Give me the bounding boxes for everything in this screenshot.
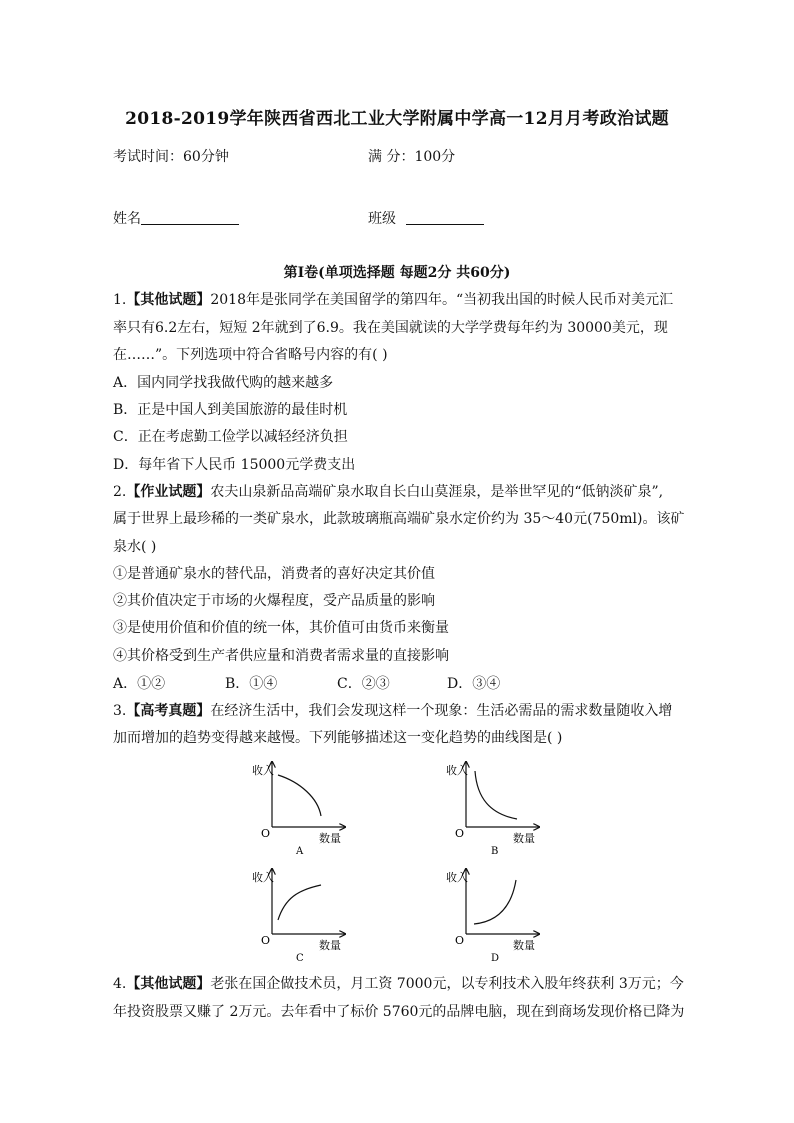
graph-a-xlabel: 数量	[319, 832, 341, 845]
q2-number: 2.	[113, 484, 127, 500]
q1-text-1: 2018年是张同学在美国留学的第四年。“当初我出国的时候人民币对美元汇	[210, 292, 674, 308]
q4-line-1	[113, 973, 684, 993]
graph-d-ylabel: 收入	[446, 871, 468, 884]
graph-b-label: B	[491, 846, 499, 857]
q2-text-1: 农夫山泉新品高端矿泉水取自长白山莫涯泉，是举世罕见的“低钠淡矿泉”,	[210, 484, 664, 500]
graph-a-label: A	[296, 846, 304, 857]
q2-line-2: 属于世界上最珍稀的一类矿泉水，此款玻璃瓶高端矿泉水定价约为 35～40元(750ml)。该矿	[113, 511, 685, 527]
full-score: 满 分：100分	[368, 149, 456, 165]
q1-line-3: 在……”。下列选项中符合省略号内容的有( )	[113, 347, 388, 363]
graph-d-label: D	[491, 953, 500, 964]
graph-c-xlabel: 数量	[319, 939, 341, 952]
q2-option-a: A．①②	[113, 676, 166, 692]
q1-option-c: C．正在考虑勤工俭学以减轻经济负担	[113, 429, 348, 445]
q2-option-b: B．①④	[225, 676, 278, 692]
q2-statement-4: ④其价格受到生产者供应量和消费者需求量的直接影响	[113, 648, 449, 664]
graph-d-curve	[474, 880, 516, 924]
graph-b-origin: O	[455, 827, 465, 840]
graph-c-ylabel: 收入	[252, 871, 274, 884]
graph-c-curve	[278, 885, 321, 920]
q3-tag: 【高考真题】	[126, 703, 211, 719]
class-label: 班级	[368, 211, 396, 227]
page-title: 2018-2019学年陕西省西北工业大学附属中学高一12月月考政治试题	[125, 109, 669, 129]
graph-b-curve	[475, 771, 517, 819]
q2-option-c: C．②③	[337, 676, 390, 692]
graph-d-origin: O	[455, 934, 465, 947]
q2-tag: 【作业试题】	[126, 484, 211, 500]
graph-b-ylabel: 收入	[446, 764, 468, 777]
q3-text-1: 在经济生活中，我们会发现这样一个现象：生活必需品的需求数量随收入增	[210, 703, 673, 719]
q1-option-a: A．国内同学找我做代购的越来越多	[113, 375, 334, 391]
exam-time: 考试时间：60分钟	[113, 149, 229, 165]
q2-option-d: D．③④	[447, 676, 501, 692]
graph-c-label: C	[296, 953, 304, 964]
graph-a-origin: O	[261, 827, 271, 840]
section-title: 第Ⅰ卷(单项选择题 每题2分 共60分)	[283, 265, 511, 281]
q1-option-d: D．每年省下人民币 15000元学费支出	[113, 457, 356, 473]
q1-number: 1.	[113, 292, 127, 308]
q4-number: 4.	[113, 976, 127, 992]
q1-option-b: B．正是中国人到美国旅游的最佳时机	[113, 402, 348, 418]
q3-number: 3.	[113, 703, 127, 719]
name-label: 姓名	[113, 211, 141, 227]
q1-tag: 【其他试题】	[126, 292, 211, 308]
q2-line-3: 泉水( )	[113, 539, 157, 555]
graph-a-ylabel: 收入	[252, 764, 274, 777]
graph-c	[252, 869, 345, 964]
q4-text-1: 老张在国企做技术员，月工资 7000元，以专利技术入股年终获利 3万元；今	[210, 976, 684, 992]
q2-statement-2: ②其价值决定于市场的火爆程度，受产品质量的影响	[113, 593, 435, 609]
graph-b-xlabel: 数量	[513, 832, 535, 845]
q2-statement-3: ③是使用价值和价值的统一体，其价值可由货币来衡量	[113, 620, 449, 636]
graph-b	[446, 762, 539, 857]
q4-line-2: 年投资股票又赚了 2万元。去年看中了标价 5760元的品牌电脑，现在到商场发现价格已降为	[113, 1004, 685, 1020]
graph-d	[446, 869, 539, 964]
q4-tag: 【其他试题】	[126, 976, 211, 992]
graph-d-xlabel: 数量	[513, 939, 535, 952]
q2-statement-1: ①是普通矿泉水的替代品，消费者的喜好决定其价值	[113, 566, 435, 582]
graph-c-origin: O	[261, 934, 271, 947]
q1-line-2: 率只有6.2左右，短短 2年就到了6.9。我在美国就读的大学学费每年约为 30000美元，现	[113, 320, 668, 336]
graph-a	[252, 762, 345, 857]
q3-line-2: 加而增加的趋势变得越来越慢。下列能够描述这一变化趋势的曲线图是( )	[113, 730, 563, 746]
graph-a-curve	[278, 775, 321, 816]
